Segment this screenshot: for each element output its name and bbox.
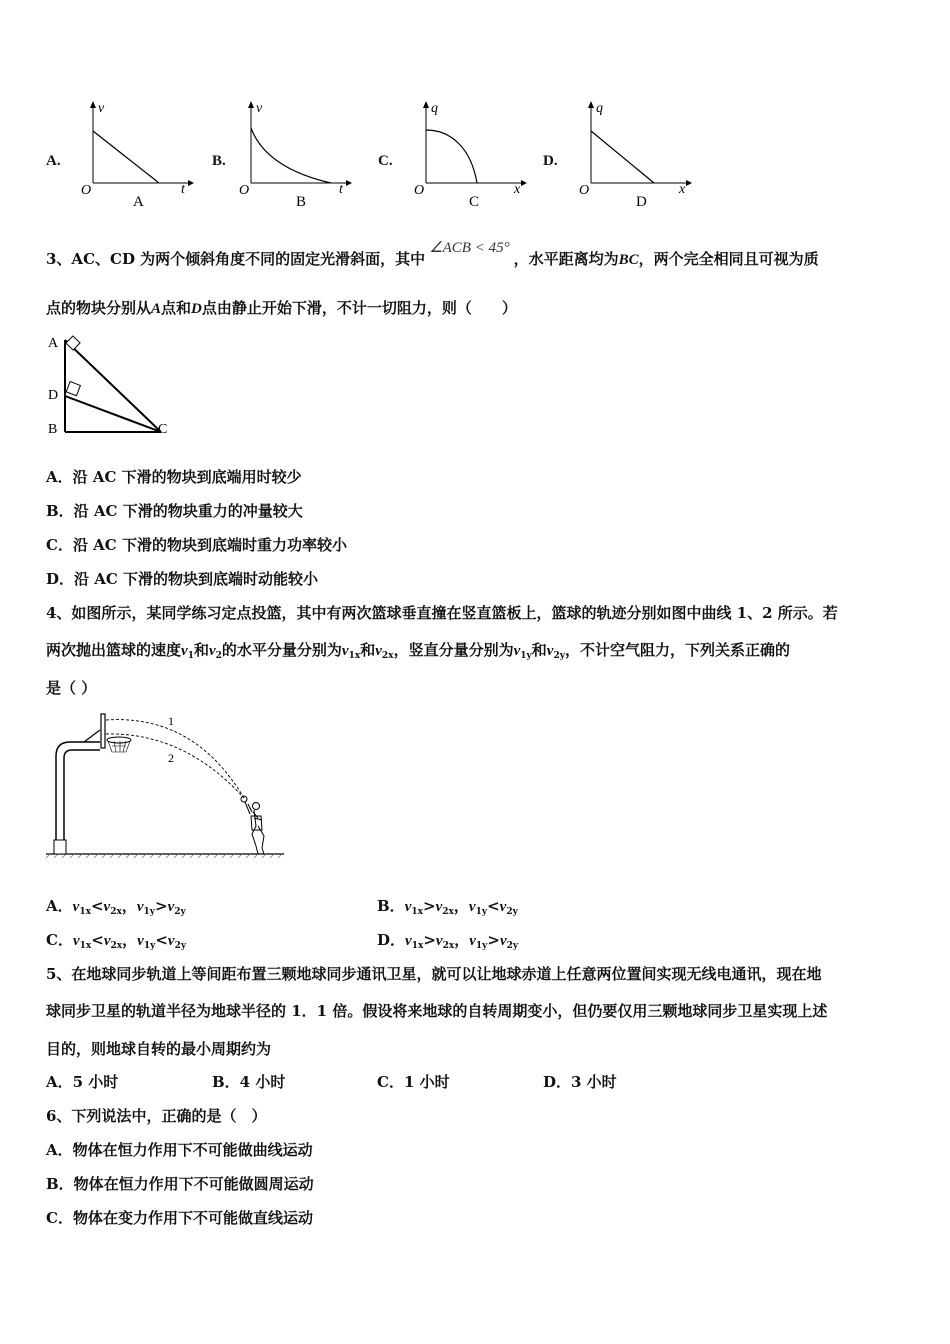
graph-c-xlabel: x xyxy=(514,182,521,197)
trajectory-1-label: 1 xyxy=(168,714,174,728)
graph-b-caption: B xyxy=(296,194,307,210)
q6-stem: 6、下列说法中，正确的是（ ） xyxy=(46,1107,267,1125)
q3-label-b: B xyxy=(48,422,58,437)
graph-c-curve xyxy=(426,130,477,183)
q4-basketball-figure xyxy=(44,708,294,860)
q6-option-a: A．物体在恒力作用下不可能做曲线运动 xyxy=(46,1141,313,1159)
graph-a-letter: A. xyxy=(46,153,61,169)
graph-d-xlabel: x xyxy=(679,182,686,197)
q3-option-c: C．沿 AC 下滑的物块到底端时重力功率较小 xyxy=(46,536,347,554)
trajectory-2-label: 2 xyxy=(168,751,174,765)
q4-option-c: C．$v_{1x}<v_{2x}$，$v_{1y}<v_{2y}$ xyxy=(46,931,187,951)
q5-stem-line2: 球同步卫星的轨道半径为地球半径的 1．1 倍。假设将来地球的自转周期变小，但仍要仅用三颗地球同步卫星实现上述 xyxy=(46,1002,828,1020)
graph-a-xlabel: t xyxy=(181,182,185,197)
graph-a-curve xyxy=(93,131,159,183)
q6-option-b: B．物体在恒力作用下不可能做圆周运动 xyxy=(46,1175,314,1193)
q3-block-a xyxy=(66,336,80,350)
graph-c-caption: C xyxy=(469,194,480,210)
q4-option-b: B．$v_{1x}>v_{2x}$，$v_{1y}<v_{2y}$ xyxy=(377,897,518,917)
graph-a-ylabel: v xyxy=(98,101,105,116)
q3-label-c: C xyxy=(158,422,168,437)
q3-option-a: A．沿 AC 下滑的物块到底端用时较少 xyxy=(46,468,302,486)
q3-stem-line2: 点的物块分别从A点和D点由静止开始下滑，不计一切阻力，则（ ） xyxy=(46,299,517,317)
trajectory-2 xyxy=(106,734,244,798)
graph-c-ylabel: q xyxy=(431,101,438,116)
q5-option-c: C．1 小时 xyxy=(377,1073,450,1091)
q5-option-d: D．3 小时 xyxy=(543,1073,617,1091)
q4-stem-line1: 4、如图所示，某同学练习定点投篮，其中有两次篮球垂直撞在竖直篮板上，篮球的轨迹分别如图中曲线 1、2 所示。若 xyxy=(46,604,838,622)
q3-formula: ∠ACB < 45° xyxy=(429,240,510,256)
q5-stem-line1: 5、在地球同步轨道上等间距布置三颗地球同步通讯卫星，就可以让地球赤道上任意两位置间实现无线电通讯，现在地 xyxy=(46,965,822,983)
trajectory-1 xyxy=(106,720,244,798)
graph-d-letter: D. xyxy=(543,153,558,169)
graph-d-curve xyxy=(591,131,654,183)
graph-b xyxy=(236,98,356,210)
graph-d-origin: O xyxy=(579,183,590,198)
q3-label-d: D xyxy=(48,388,59,403)
graph-d xyxy=(576,98,696,210)
graph-b-letter: B. xyxy=(212,153,226,169)
q3-label-a: A xyxy=(48,336,59,351)
graph-a xyxy=(78,98,198,210)
graph-b-origin: O xyxy=(239,183,250,198)
graph-b-curve xyxy=(251,128,331,183)
graph-c-letter: C. xyxy=(378,153,393,169)
q4-option-d: D．$v_{1x}>v_{2x}$，$v_{1y}>v_{2y}$ xyxy=(377,931,519,951)
graph-d-caption: D xyxy=(636,194,647,210)
q3-stem-line1: 3、AC、CD 为两个倾斜角度不同的固定光滑斜面，其中∠ACB < 45°，水平距离均为BC，两个完全相同且可视为质 xyxy=(46,240,819,268)
backboard xyxy=(101,714,105,748)
q4-option-a: A．$v_{1x}<v_{2x}$，$v_{1y}>v_{2y}$ xyxy=(46,897,186,917)
graph-c-origin: O xyxy=(414,183,425,198)
q3-incline-figure xyxy=(44,332,184,442)
graph-a-caption: A xyxy=(133,194,144,210)
graph-d-ylabel: q xyxy=(596,101,603,116)
q5-option-b: B．4 小时 xyxy=(212,1073,286,1091)
q3-option-d: D．沿 AC 下滑的物块到底端时动能较小 xyxy=(46,570,319,588)
graph-c xyxy=(411,98,531,210)
q6-option-c: C．物体在变力作用下不可能做直线运动 xyxy=(46,1209,313,1227)
graph-b-ylabel: v xyxy=(256,101,263,116)
graph-a-origin: O xyxy=(81,183,92,198)
q4-stem-line2: 两次抛出篮球的速度$v_1$和$v_2$的水平分量分别为$v_{1x}$和$v_{2x}$，竖直分量分别为$v_{1y}$和$v_{2y}$，不计空气阻力，下列关系正确的 xyxy=(46,641,790,661)
q3-block-d xyxy=(66,382,80,396)
q3-option-b: B．沿 AC 下滑的物块重力的冲量较大 xyxy=(46,502,303,520)
q4-stem-line3: 是（ ） xyxy=(46,679,97,697)
graph-b-xlabel: t xyxy=(339,182,343,197)
player-figure xyxy=(241,796,264,854)
q5-option-a: A．5 小时 xyxy=(46,1073,119,1091)
q5-stem-line3: 目的，则地球自转的最小周期约为 xyxy=(46,1040,272,1058)
